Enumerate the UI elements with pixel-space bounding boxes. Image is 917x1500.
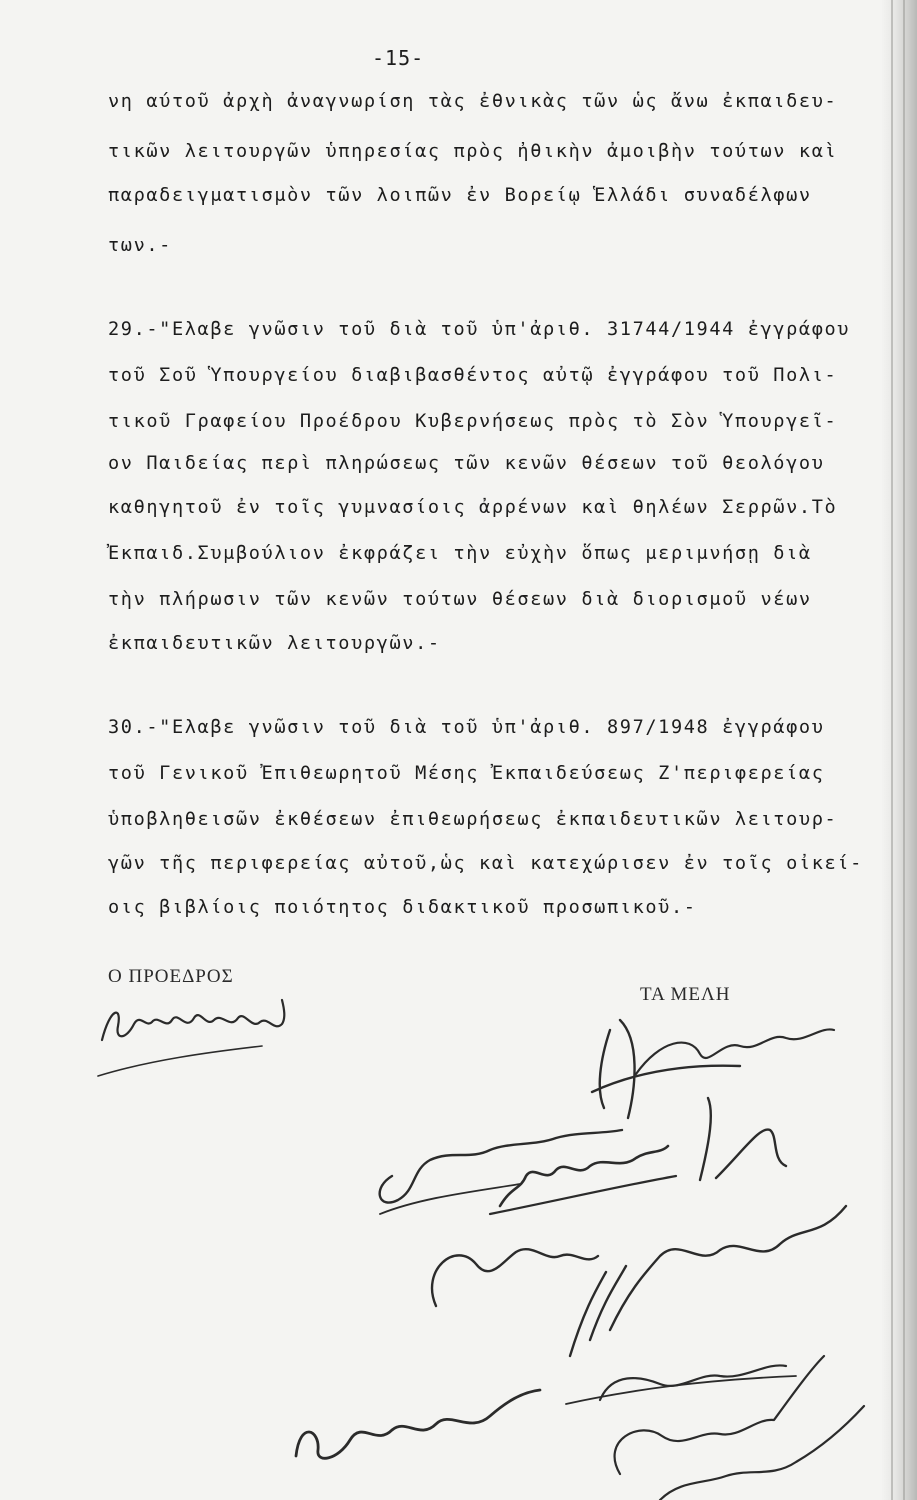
- text-line: οις βιβλίοις ποιότητος διδακτικοῦ προσωπικοῦ.-: [108, 897, 697, 918]
- text-line: τὴν πλήρωσιν τῶν κενῶν τούτων θέσεων διὰ διορισμοῦ νέων: [108, 589, 812, 610]
- president-label: Ο ΠΡΟΕΔΡΟΣ: [108, 966, 234, 987]
- text-line: παραδειγματισμὸν τῶν λοιπῶν ἐν Βορείῳ Ἑλλάδι συναδέλφων: [108, 185, 812, 206]
- text-line: 29.-"Ελαβε γνῶσιν τοῦ διὰ τοῦ ὑπ'ἀριθ. 31744/1944 ἐγγράφου: [108, 319, 851, 340]
- member-signature: [432, 1249, 598, 1306]
- member-signature: [700, 1098, 786, 1180]
- text-line: νη αύτοῦ ἀρχὴ ἀναγνωρίση τὰς ἐθνικὰς τῶν ὡς ἄνω ἐκπαιδευ-: [108, 91, 838, 112]
- text-line: καθηγητοῦ ἐν τοῖς γυμνασίοις ἀρρένων καὶ θηλέων Σερρῶν.Τὸ: [108, 497, 838, 518]
- member-signature: [592, 1020, 834, 1118]
- text-line: γῶν τῆς περιφερείας αὐτοῦ,ὡς καὶ κατεχώρισεν ἐν τοῖς οἰκεί-: [108, 853, 863, 874]
- text-line: 30.-"Ελαβε γνῶσιν τοῦ διὰ τοῦ ὑπ'ἀριθ. 897/1948 ἐγγράφου: [108, 717, 825, 738]
- text-line: τικοῦ Γραφείου Προέδρου Κυβερνήσεως πρὸς τὸ Σὸν Ὑπουργεῖ-: [108, 411, 838, 432]
- member-signature: [490, 1146, 676, 1214]
- text-line: ἐκπαιδευτικῶν λειτουργῶν.-: [108, 633, 441, 654]
- members-label: ΤΑ ΜΕΛΗ: [640, 984, 731, 1005]
- text-line: των.-: [108, 235, 172, 256]
- text-line: Ἐκπαιδ.Συμβούλιον ἐκφράζει τὴν εὐχὴν ὅπως μεριμνήσῃ διὰ: [108, 543, 812, 564]
- text-line: τικῶν λειτουργῶν ὑπηρεσίας πρὸς ἠθικὴν ἀμοιβὴν τούτων καὶ: [108, 141, 838, 162]
- member-signature: [615, 1356, 824, 1474]
- page-number: -15-: [372, 46, 425, 70]
- text-line: τοῦ Σοῦ Ὑπουργείου διαβιβασθέντος αὐτῷ ἐγγράφου τοῦ Πολι-: [108, 365, 838, 386]
- text-line: τοῦ Γενικοῦ Ἐπιθεωρητοῦ Μέσης Ἐκπαιδεύσεως Ζ'περιφερείας: [108, 763, 825, 784]
- member-signature: [566, 1365, 796, 1404]
- member-signature: [570, 1206, 846, 1356]
- text-line: ὑποβληθεισῶν ἐκθέσεων ἐπιθεωρήσεως ἐκπαιδευτικῶν λειτουρ-: [108, 809, 838, 830]
- member-signature: [660, 1406, 864, 1500]
- member-signature: [296, 1390, 540, 1458]
- member-signature: [380, 1130, 622, 1214]
- text-line: ον Παιδείας περὶ πληρώσεως τῶν κενῶν θέσεων τοῦ θεολόγου: [108, 453, 825, 474]
- president-signature: [98, 1000, 284, 1076]
